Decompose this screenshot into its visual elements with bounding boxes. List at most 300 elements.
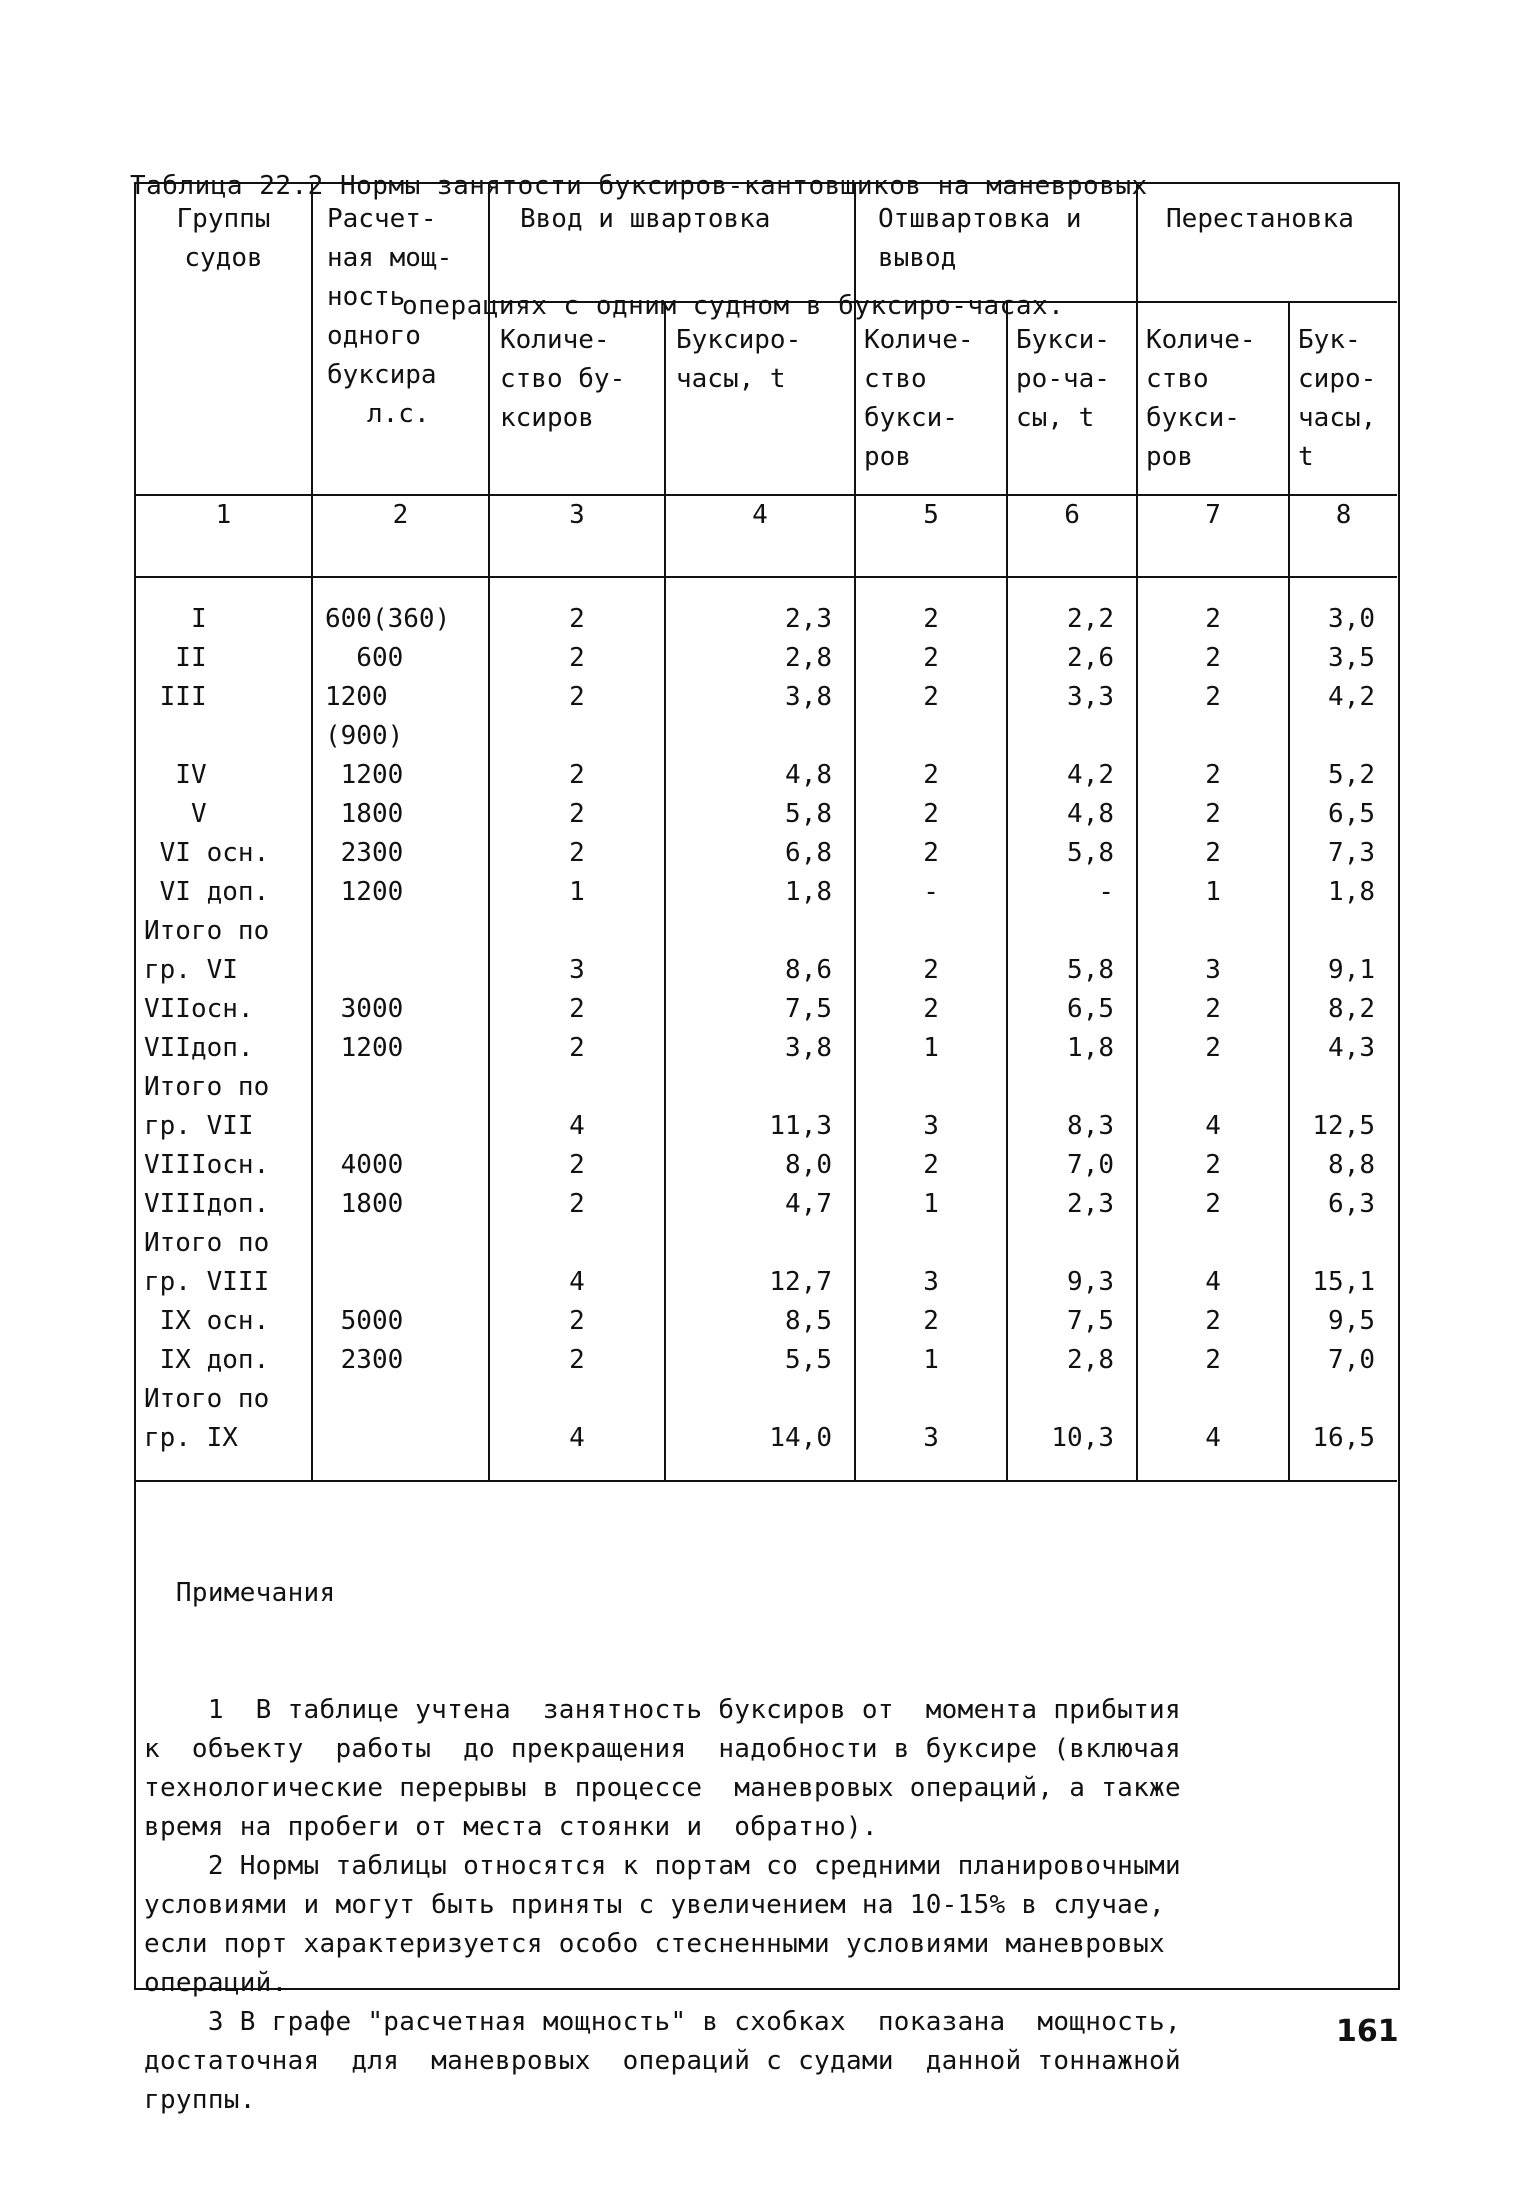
table-cell	[136, 1146, 312, 1185]
table-row	[136, 795, 1397, 834]
table-cell	[136, 756, 312, 795]
table-cell	[1137, 678, 1289, 717]
table-cell	[665, 1380, 855, 1419]
table-cell	[489, 639, 665, 678]
table-cell	[312, 1107, 489, 1146]
table-cell-value: 2	[923, 1306, 939, 1336]
table-cell	[855, 1419, 1007, 1458]
table-cell	[665, 1263, 855, 1302]
table-cell	[1289, 639, 1397, 678]
table-cell	[1137, 873, 1289, 912]
table-cell	[855, 678, 1007, 717]
notes-line: 2 Нормы таблицы относятся к портам со средними планировочными	[144, 1851, 1181, 1881]
table-cell-value: гр. VII	[144, 1111, 254, 1141]
table-cell-value: 16,5	[1312, 1423, 1376, 1453]
table-cell-value: 2,3	[1067, 1189, 1115, 1219]
table-cell-value: 2	[923, 1150, 939, 1180]
table-cell	[1007, 717, 1137, 756]
table-cell-value: 2	[1205, 994, 1221, 1024]
table-cell	[312, 756, 489, 795]
table-cell	[665, 990, 855, 1029]
table-cell-value: 9,1	[1328, 955, 1376, 985]
table-cell-value: 5000	[325, 1306, 404, 1336]
table-cell	[1289, 1302, 1397, 1341]
table-cell-value: 1,8	[1328, 877, 1376, 907]
table-cell	[136, 1224, 312, 1263]
table-cell-value: 1,8	[1067, 1033, 1115, 1063]
table-cell	[489, 834, 665, 873]
column-numbers-row	[136, 495, 1397, 577]
table-cell	[855, 951, 1007, 990]
table-cell	[489, 912, 665, 951]
table-cell	[1137, 912, 1289, 951]
header-col4	[665, 302, 855, 495]
table-cell-value: 2	[1205, 1345, 1221, 1375]
table-cell	[489, 678, 665, 717]
header-col6-line: сы, t	[1016, 403, 1095, 433]
table-cell	[1137, 1146, 1289, 1185]
table-row	[136, 1029, 1397, 1068]
table-cell	[1289, 1419, 1397, 1458]
table-cell	[1137, 1419, 1289, 1458]
table-cell-value: 2	[569, 1306, 585, 1336]
header-col7-line: ство	[1146, 364, 1209, 394]
table-cell	[312, 639, 489, 678]
caption-line-1: Таблица 22.2 Нормы занятости буксиров-кантовщиков на маневровых	[130, 171, 1148, 201]
table-cell-value: 1	[923, 1033, 939, 1063]
table-cell-value: 2	[569, 838, 585, 868]
table-cell-value: 1200	[325, 760, 404, 790]
notes-line: группы.	[144, 2085, 256, 2115]
table-cell-value: 2	[1205, 838, 1221, 868]
table-cell-value: 2,6	[1067, 643, 1115, 673]
table-cell	[855, 1341, 1007, 1380]
header-group-exit-line: вывод	[878, 243, 957, 273]
table-cell	[855, 1107, 1007, 1146]
table-cell	[1007, 795, 1137, 834]
table-cell	[665, 795, 855, 834]
table-cell-value: Итого по	[144, 1384, 270, 1414]
table-cell	[855, 1029, 1007, 1068]
header-col5-line: ство	[864, 364, 927, 394]
table-cell-value: 9,3	[1067, 1267, 1115, 1297]
table-cell-value: 15,1	[1312, 1267, 1376, 1297]
table-cell-value: IV	[144, 760, 207, 790]
table-row	[136, 912, 1397, 951]
table-cell-value: II	[144, 643, 207, 673]
table-cell	[1007, 678, 1137, 717]
table-cell	[1007, 1029, 1137, 1068]
table-cell	[1137, 1380, 1289, 1419]
table-row	[136, 1302, 1397, 1341]
table-cell-value: гр. VIII	[144, 1267, 270, 1297]
table-cell-value: 2	[923, 760, 939, 790]
table-cell	[855, 639, 1007, 678]
header-col6	[1007, 302, 1137, 495]
table-cell	[136, 1107, 312, 1146]
table-cell-value: 4,3	[1328, 1033, 1376, 1063]
table-cell-value: 3,0	[1328, 604, 1376, 634]
table-cell	[665, 1419, 855, 1458]
table-cell	[665, 1068, 855, 1107]
table-cell	[489, 717, 665, 756]
table-cell	[1007, 600, 1137, 639]
table-cell	[665, 873, 855, 912]
table-cell-value: 12,7	[769, 1267, 833, 1297]
notes-line: 1 В таблице учтена занятность буксиров от момента прибытия	[144, 1695, 1181, 1725]
table-cell-value: 2	[569, 799, 585, 829]
table-cell-value: IX доп.	[144, 1345, 270, 1375]
table-cell-value: VIIIосн.	[144, 1150, 270, 1180]
table-cell-value: 1200	[325, 1033, 404, 1063]
table-cell-value: Итого по	[144, 916, 270, 946]
table-cell	[489, 1107, 665, 1146]
table-cell	[1137, 1302, 1289, 1341]
notes-line: время на пробеги от места стоянки и обратно).	[144, 1812, 878, 1842]
table-cell-value: 6,5	[1328, 799, 1376, 829]
table-row	[136, 678, 1397, 717]
table-cell	[1007, 951, 1137, 990]
column-number: 3	[489, 495, 665, 577]
table-cell-value: 8,8	[1328, 1150, 1376, 1180]
table-cell	[665, 1107, 855, 1146]
table-cell-value: 7,3	[1328, 838, 1376, 868]
table-cell	[489, 1263, 665, 1302]
table-cell-value: 8,3	[1067, 1111, 1115, 1141]
table-row	[136, 1224, 1397, 1263]
table-cell	[1289, 1185, 1397, 1224]
table-cell	[1137, 600, 1289, 639]
table-row	[136, 1341, 1397, 1380]
table-cell-value: 12,5	[1312, 1111, 1376, 1141]
notes-line: 3 В графе "расчетная мощность" в схобках показана мощность,	[144, 2007, 1181, 2037]
table-cell	[1289, 600, 1397, 639]
table-cell	[1137, 756, 1289, 795]
table-cell	[312, 678, 489, 717]
table-cell-value: 4000	[325, 1150, 404, 1180]
table-cell	[1289, 678, 1397, 717]
table-cell-value: 1	[569, 877, 585, 907]
table-cell	[665, 1146, 855, 1185]
table-cell	[855, 834, 1007, 873]
table-cell	[1137, 1263, 1289, 1302]
table-cell	[1007, 1341, 1137, 1380]
table-cell-value: 2300	[325, 1345, 404, 1375]
table-cell	[665, 1341, 855, 1380]
table-cell-value: 2	[569, 1345, 585, 1375]
table-cell-value: гр. IX	[144, 1423, 238, 1453]
table-cell	[1289, 1068, 1397, 1107]
header-col6-line: ро-ча-	[1016, 364, 1110, 394]
table-cell-value: 4,8	[1067, 799, 1115, 829]
table-cell	[312, 1302, 489, 1341]
table-cell-value: 5,8	[1067, 955, 1115, 985]
table-row	[136, 990, 1397, 1029]
notes-line: условиями и могут быть приняты с увеличением на 10-15% в случае,	[144, 1890, 1166, 1920]
table-cell	[489, 990, 665, 1029]
table-cell-value: IX осн.	[144, 1306, 270, 1336]
table-header	[136, 184, 1397, 577]
table-row	[136, 951, 1397, 990]
table-cell-value: гр. VI	[144, 955, 238, 985]
table-row	[136, 1263, 1397, 1302]
table-cell	[136, 1380, 312, 1419]
table-cell-value: 2	[569, 643, 585, 673]
table-cell-value: 1800	[325, 799, 404, 829]
table-cell	[1289, 756, 1397, 795]
table-cell-value: 3	[923, 1111, 939, 1141]
header-col7-line: букси-	[1146, 403, 1240, 433]
table-cell-value: 3,5	[1328, 643, 1376, 673]
table-cell	[1289, 1029, 1397, 1068]
header-power	[312, 184, 489, 495]
table-cell	[312, 1419, 489, 1458]
table-cell	[489, 1302, 665, 1341]
table-cell	[1137, 834, 1289, 873]
table-cell-value: 2	[1205, 1033, 1221, 1063]
table-row	[136, 1146, 1397, 1185]
table-cell	[312, 717, 489, 756]
table-cell-value: 7,0	[1067, 1150, 1115, 1180]
notes-line: операций.	[144, 1968, 288, 1998]
table-cell-value: I	[144, 604, 207, 634]
header-power-line: буксира	[327, 360, 437, 390]
table-cell	[136, 951, 312, 990]
table-cell	[1007, 639, 1137, 678]
table-cell-value: 2	[1205, 1189, 1221, 1219]
column-number: 1	[136, 495, 312, 577]
table-row	[136, 1185, 1397, 1224]
table-cell-value: 2	[923, 994, 939, 1024]
table-cell	[665, 717, 855, 756]
column-number: 5	[855, 495, 1007, 577]
header-col3-line: ство бу-	[500, 364, 626, 394]
table-cell	[1289, 834, 1397, 873]
table-cell	[312, 1224, 489, 1263]
table-cell-value: 2	[1205, 1306, 1221, 1336]
table-cell-value: 2	[569, 682, 585, 712]
table-cell	[489, 1029, 665, 1068]
table-cell-value: 1200	[325, 877, 404, 907]
table-cell	[489, 951, 665, 990]
table-cell	[136, 678, 312, 717]
table-cell	[1007, 1224, 1137, 1263]
table-cell	[665, 600, 855, 639]
table-cell	[1289, 1380, 1397, 1419]
table-cell-value: 3,8	[785, 682, 833, 712]
header-col3-line: ксиров	[500, 403, 594, 433]
table-cell	[312, 873, 489, 912]
table-cell	[489, 873, 665, 912]
table-cell-value: 2	[569, 760, 585, 790]
header-col7-line: ров	[1146, 442, 1193, 472]
table-cell	[855, 717, 1007, 756]
table-cell	[312, 990, 489, 1029]
table-cell	[1137, 1341, 1289, 1380]
table-cell	[855, 873, 1007, 912]
table-cell-value: 8,2	[1328, 994, 1376, 1024]
table-row	[136, 1419, 1397, 1458]
table-cell-value: 4	[569, 1267, 585, 1297]
table-cell-value: III	[144, 682, 207, 712]
header-col3	[489, 302, 665, 495]
table-cell	[1007, 1419, 1137, 1458]
table-cell-value: 5,8	[1067, 838, 1115, 868]
table-cell-value: 14,0	[769, 1423, 833, 1453]
table-cell	[312, 1341, 489, 1380]
table-cell	[136, 1419, 312, 1458]
table-cell-value: 600(360)	[325, 604, 451, 634]
table-cell	[312, 1068, 489, 1107]
table-end	[136, 1458, 1397, 1481]
table-cell-value: 5,8	[785, 799, 833, 829]
table-cell-value: 3,8	[785, 1033, 833, 1063]
notes-line: достаточная для маневровых операций с судами данной тоннажной	[144, 2046, 1181, 2076]
table-cell-value: 4,7	[785, 1189, 833, 1219]
table-cell	[665, 1185, 855, 1224]
table-cell	[1007, 1302, 1137, 1341]
table-cell	[136, 600, 312, 639]
table-cell	[1007, 873, 1137, 912]
table-cell	[665, 1302, 855, 1341]
table-cell-value: 6,3	[1328, 1189, 1376, 1219]
table-cell	[1137, 1185, 1289, 1224]
table-cell	[1289, 1224, 1397, 1263]
table-cell	[136, 717, 312, 756]
column-number: 4	[665, 495, 855, 577]
table-cell	[1007, 912, 1137, 951]
header-col3-line: Количе-	[500, 325, 610, 355]
table-cell	[855, 1224, 1007, 1263]
table-cell	[489, 1380, 665, 1419]
table-cell-value: VI доп.	[144, 877, 270, 907]
header-col8	[1289, 302, 1397, 495]
table-cell-value: VI осн.	[144, 838, 270, 868]
header-groups-line: Группы	[176, 204, 271, 234]
table-cell	[136, 834, 312, 873]
table-cell	[1007, 756, 1137, 795]
table-cell	[312, 795, 489, 834]
notes-line: технологические перерывы в процессе маневровых операций, а также	[144, 1773, 1181, 1803]
column-number: 8	[1289, 495, 1397, 577]
table-cell-value: 4	[569, 1423, 585, 1453]
table-cell	[312, 1029, 489, 1068]
table-cell	[312, 600, 489, 639]
header-power-line: ная мощ-	[327, 243, 453, 273]
table-row	[136, 1068, 1397, 1107]
table-cell-value: 6,8	[785, 838, 833, 868]
header-col5-line: ров	[864, 442, 911, 472]
table-cell-value: 2	[923, 799, 939, 829]
table-cell-value: 3	[569, 955, 585, 985]
table-cell	[312, 951, 489, 990]
header-power-line: Расчет-	[327, 204, 437, 234]
table-cell-value: V	[144, 799, 207, 829]
table-cell-value: 4,2	[1067, 760, 1115, 790]
table-cell-value: Итого по	[144, 1228, 270, 1258]
table-cell-value: 8,6	[785, 955, 833, 985]
table-cell	[136, 795, 312, 834]
table-cell-value: 2	[923, 604, 939, 634]
table-cell	[1289, 1146, 1397, 1185]
header-power-line: одного	[327, 321, 421, 351]
header-col5-line: Количе-	[864, 325, 974, 355]
table-row	[136, 717, 1397, 756]
table-body	[136, 577, 1397, 1481]
table-cell-value: 7,0	[1328, 1345, 1376, 1375]
table-cell	[665, 639, 855, 678]
table-cell	[855, 600, 1007, 639]
table-cell	[855, 1302, 1007, 1341]
table-cell	[136, 990, 312, 1029]
table-cell	[1137, 990, 1289, 1029]
table-cell-value: (900)	[325, 721, 404, 751]
table-cell-value: 2	[923, 643, 939, 673]
header-col5-line: букси-	[864, 403, 958, 433]
table-cell	[1289, 795, 1397, 834]
caption-line-2: операциях с одним судном в буксиро-часах.	[402, 291, 1065, 321]
table-cell	[855, 990, 1007, 1029]
table-cell	[855, 1263, 1007, 1302]
table-cell-value: 6,5	[1067, 994, 1115, 1024]
table-cell	[136, 873, 312, 912]
table-cell	[489, 795, 665, 834]
header-col8-line: t	[1298, 442, 1314, 472]
notes-line: если порт характеризуется особо стесненными условиями маневровых	[144, 1929, 1166, 1959]
table-cell-value: -	[1098, 877, 1115, 907]
header-col4-line: часы, t	[676, 364, 786, 394]
table-cell	[1289, 990, 1397, 1029]
table-cell-value: 1200	[325, 682, 388, 712]
table-row	[136, 1380, 1397, 1419]
table-cell-value: 4	[1205, 1267, 1221, 1297]
table-cell	[489, 1068, 665, 1107]
table-cell	[1137, 951, 1289, 990]
table-cell-value: VIIосн.	[144, 994, 254, 1024]
norms-table	[136, 184, 1397, 1482]
table-cell-value: 4,8	[785, 760, 833, 790]
table-cell-value: 9,5	[1328, 1306, 1376, 1336]
table-cell-value: VIIIдоп.	[144, 1189, 270, 1219]
table-row	[136, 639, 1397, 678]
table-cell	[855, 912, 1007, 951]
table-cell	[489, 1146, 665, 1185]
table-cell	[665, 912, 855, 951]
table-cell	[1007, 1263, 1137, 1302]
table-cell	[1007, 1146, 1137, 1185]
table-cell-value: 2300	[325, 838, 404, 868]
header-col6-line: Букси-	[1016, 325, 1110, 355]
table-cell-value: 2,2	[1067, 604, 1115, 634]
table-cell	[312, 912, 489, 951]
table-cell	[855, 1146, 1007, 1185]
table-cell	[489, 1185, 665, 1224]
table-cell	[489, 1224, 665, 1263]
table-cell	[1007, 990, 1137, 1029]
notes-title: Примечания	[144, 1578, 336, 1608]
table-cell-value: 600	[325, 643, 404, 673]
table-cell-value: 5,5	[785, 1345, 833, 1375]
table-cell	[489, 600, 665, 639]
table-cell	[136, 1341, 312, 1380]
table-cell-value: 3000	[325, 994, 404, 1024]
notes-line: к объекту работы до прекращения надобности в буксире (включая	[144, 1734, 1181, 1764]
table-cell	[855, 1380, 1007, 1419]
table-cell-value: 2	[923, 682, 939, 712]
header-col5	[855, 302, 1007, 495]
table-row	[136, 834, 1397, 873]
table-cell	[1289, 873, 1397, 912]
